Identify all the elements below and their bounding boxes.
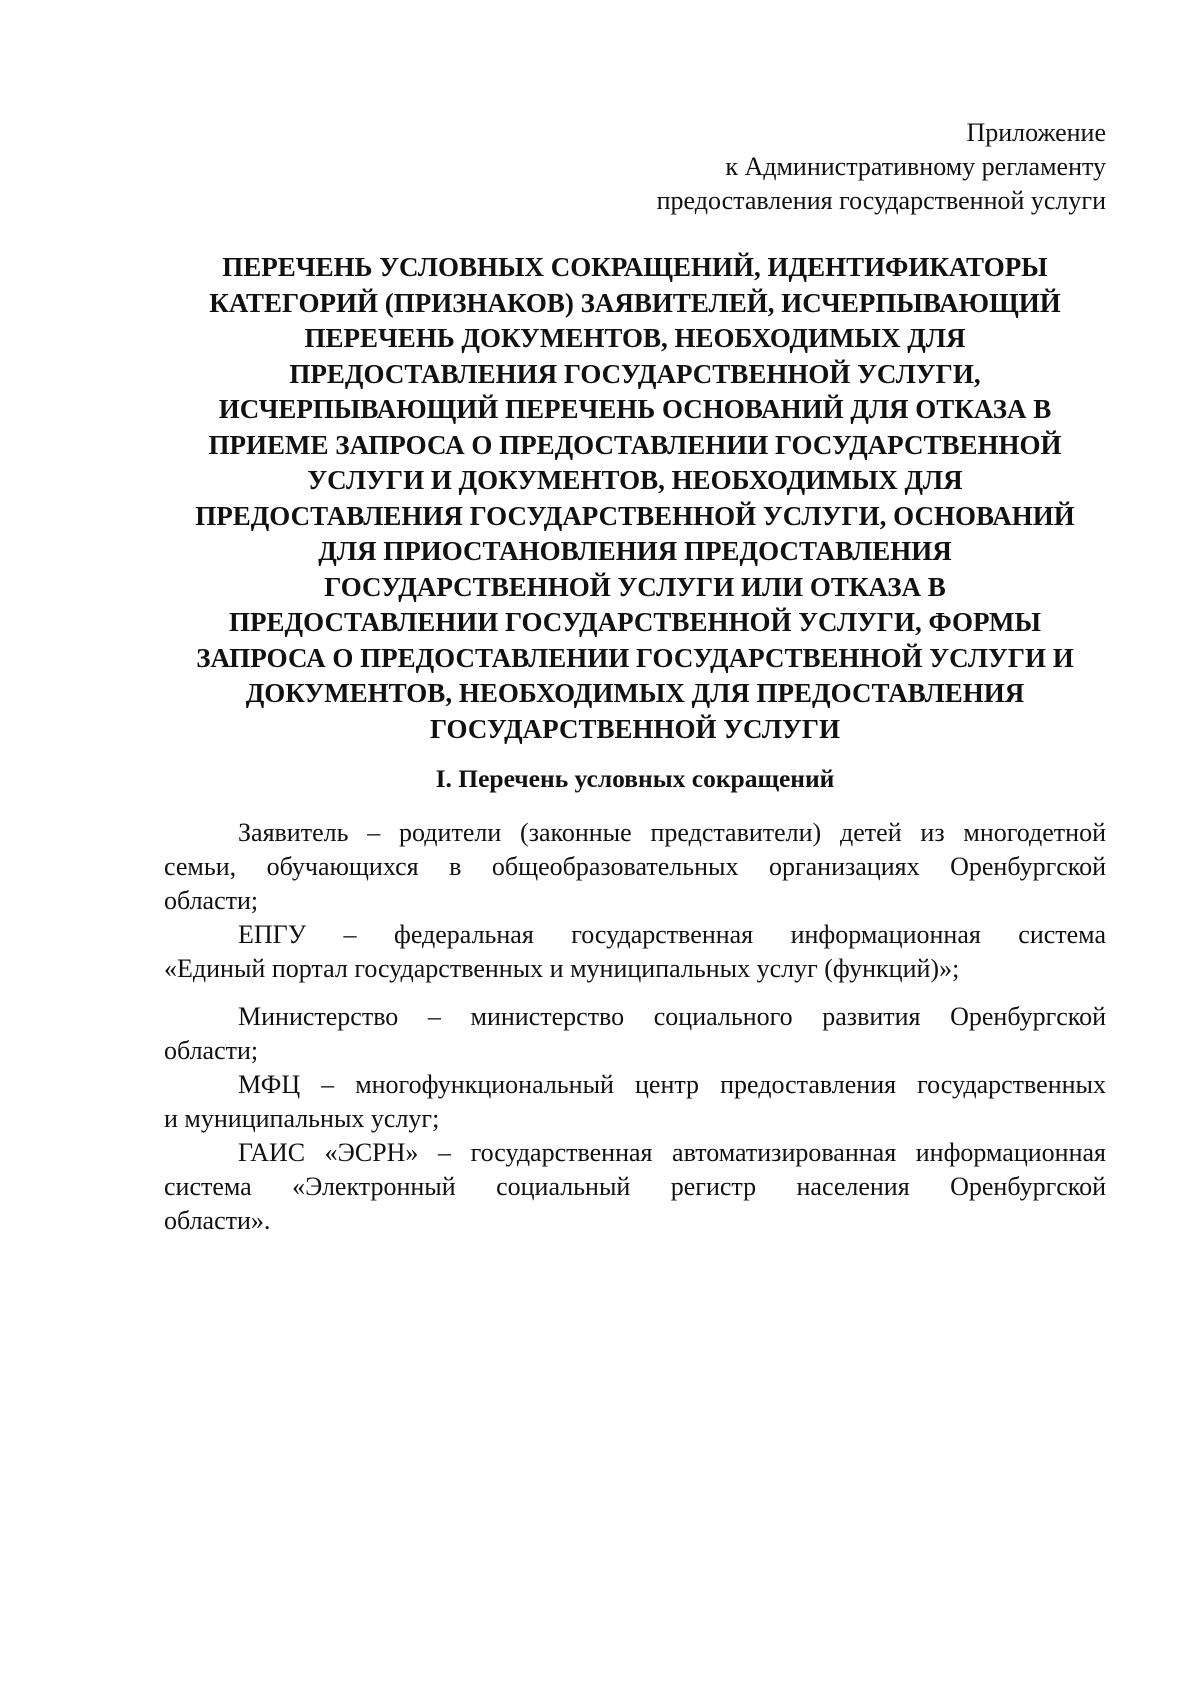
definition-line: и муниципальных услуг; [164, 1104, 440, 1133]
attachment-line: предоставления государственной услуги [656, 186, 1106, 215]
title-line: ПРИЕМЕ ЗАПРОСА О ПРЕДОСТАВЛЕНИИ ГОСУДАРСТВЕННОЙ [208, 429, 1062, 460]
title-line: ГОСУДАРСТВЕННОЙ УСЛУГИ ИЛИ ОТКАЗА В [324, 571, 946, 602]
attachment-line: к Административному регламенту [725, 152, 1106, 181]
definition-ministry [164, 1000, 1106, 1068]
definition-line: ЕПГУ – федеральная государственная информационная система [238, 920, 1106, 949]
title-line: ГОСУДАРСТВЕННОЙ УСЛУГИ [430, 713, 840, 744]
attachment-note [657, 116, 1106, 218]
definitions-list [164, 816, 1106, 1238]
title-line: ПЕРЕЧЕНЬ УСЛОВНЫХ СОКРАЩЕНИЙ, ИДЕНТИФИКАТОРЫ [222, 252, 1048, 282]
title-line: ПЕРЕЧЕНЬ ДОКУМЕНТОВ, НЕОБХОДИМЫХ ДЛЯ [304, 323, 966, 353]
title-line: УСЛУГИ И ДОКУМЕНТОВ, НЕОБХОДИМЫХ ДЛЯ [307, 465, 963, 495]
definition-epgu [164, 918, 1106, 986]
definition-line: Заявитель – родители (законные представители) детей из многодетной [238, 818, 1106, 847]
definition-line: области». [164, 1206, 271, 1235]
definition-line: области; [164, 1036, 259, 1065]
title-line: ДЛЯ ПРИОСТАНОВЛЕНИЯ ПРЕДОСТАВЛЕНИЯ [318, 536, 952, 566]
section-heading: I. Перечень условных сокращений [435, 764, 835, 793]
title-line: ПРЕДОСТАВЛЕНИИ ГОСУДАРСТВЕННОЙ УСЛУГИ, ФОРМЫ [229, 607, 1041, 637]
document-title [164, 250, 1106, 747]
definition-applicant [164, 816, 1106, 918]
title-line: ИСЧЕРПЫВАЮЩИЙ ПЕРЕЧЕНЬ ОСНОВАНИЙ ДЛЯ ОТКАЗА В [218, 394, 1052, 424]
definition-line: ГАИС «ЭСРН» – государственная автоматизированная информационная [238, 1138, 1106, 1167]
definition-line: система «Электронный социальный регистр населения Оренбургской [164, 1172, 1106, 1201]
title-line: ДОКУМЕНТОВ, НЕОБХОДИМЫХ ДЛЯ ПРЕДОСТАВЛЕНИЯ [245, 678, 1025, 708]
definition-line: области; [164, 886, 259, 915]
attachment-line: Приложение [966, 118, 1106, 147]
title-line: КАТЕГОРИЙ (ПРИЗНАКОВ) ЗАЯВИТЕЛЕЙ, ИСЧЕРПЫВАЮЩИЙ [209, 287, 1061, 318]
definition-line: МФЦ – многофункциональный центр предоставления государственных [238, 1070, 1106, 1099]
definition-gais-esrn [164, 1136, 1106, 1238]
title-line: ПРЕДОСТАВЛЕНИЯ ГОСУДАРСТВЕННОЙ УСЛУГИ, [289, 358, 981, 389]
definition-line: «Единый портал государственных и муниципальных услуг (функций)»; [164, 954, 960, 983]
title-line: ПРЕДОСТАВЛЕНИЯ ГОСУДАРСТВЕННОЙ УСЛУГИ, ОСНОВАНИЙ [195, 500, 1075, 531]
title-line: ЗАПРОСА О ПРЕДОСТАВЛЕНИИ ГОСУДАРСТВЕННОЙ УСЛУГИ И [196, 642, 1074, 673]
definition-mfc [164, 1068, 1106, 1136]
definition-line: Министерство – министерство социального развития Оренбургской [238, 1002, 1106, 1031]
definition-line: семьи, обучающихся в общеобразовательных организациях Оренбургской [164, 852, 1106, 881]
